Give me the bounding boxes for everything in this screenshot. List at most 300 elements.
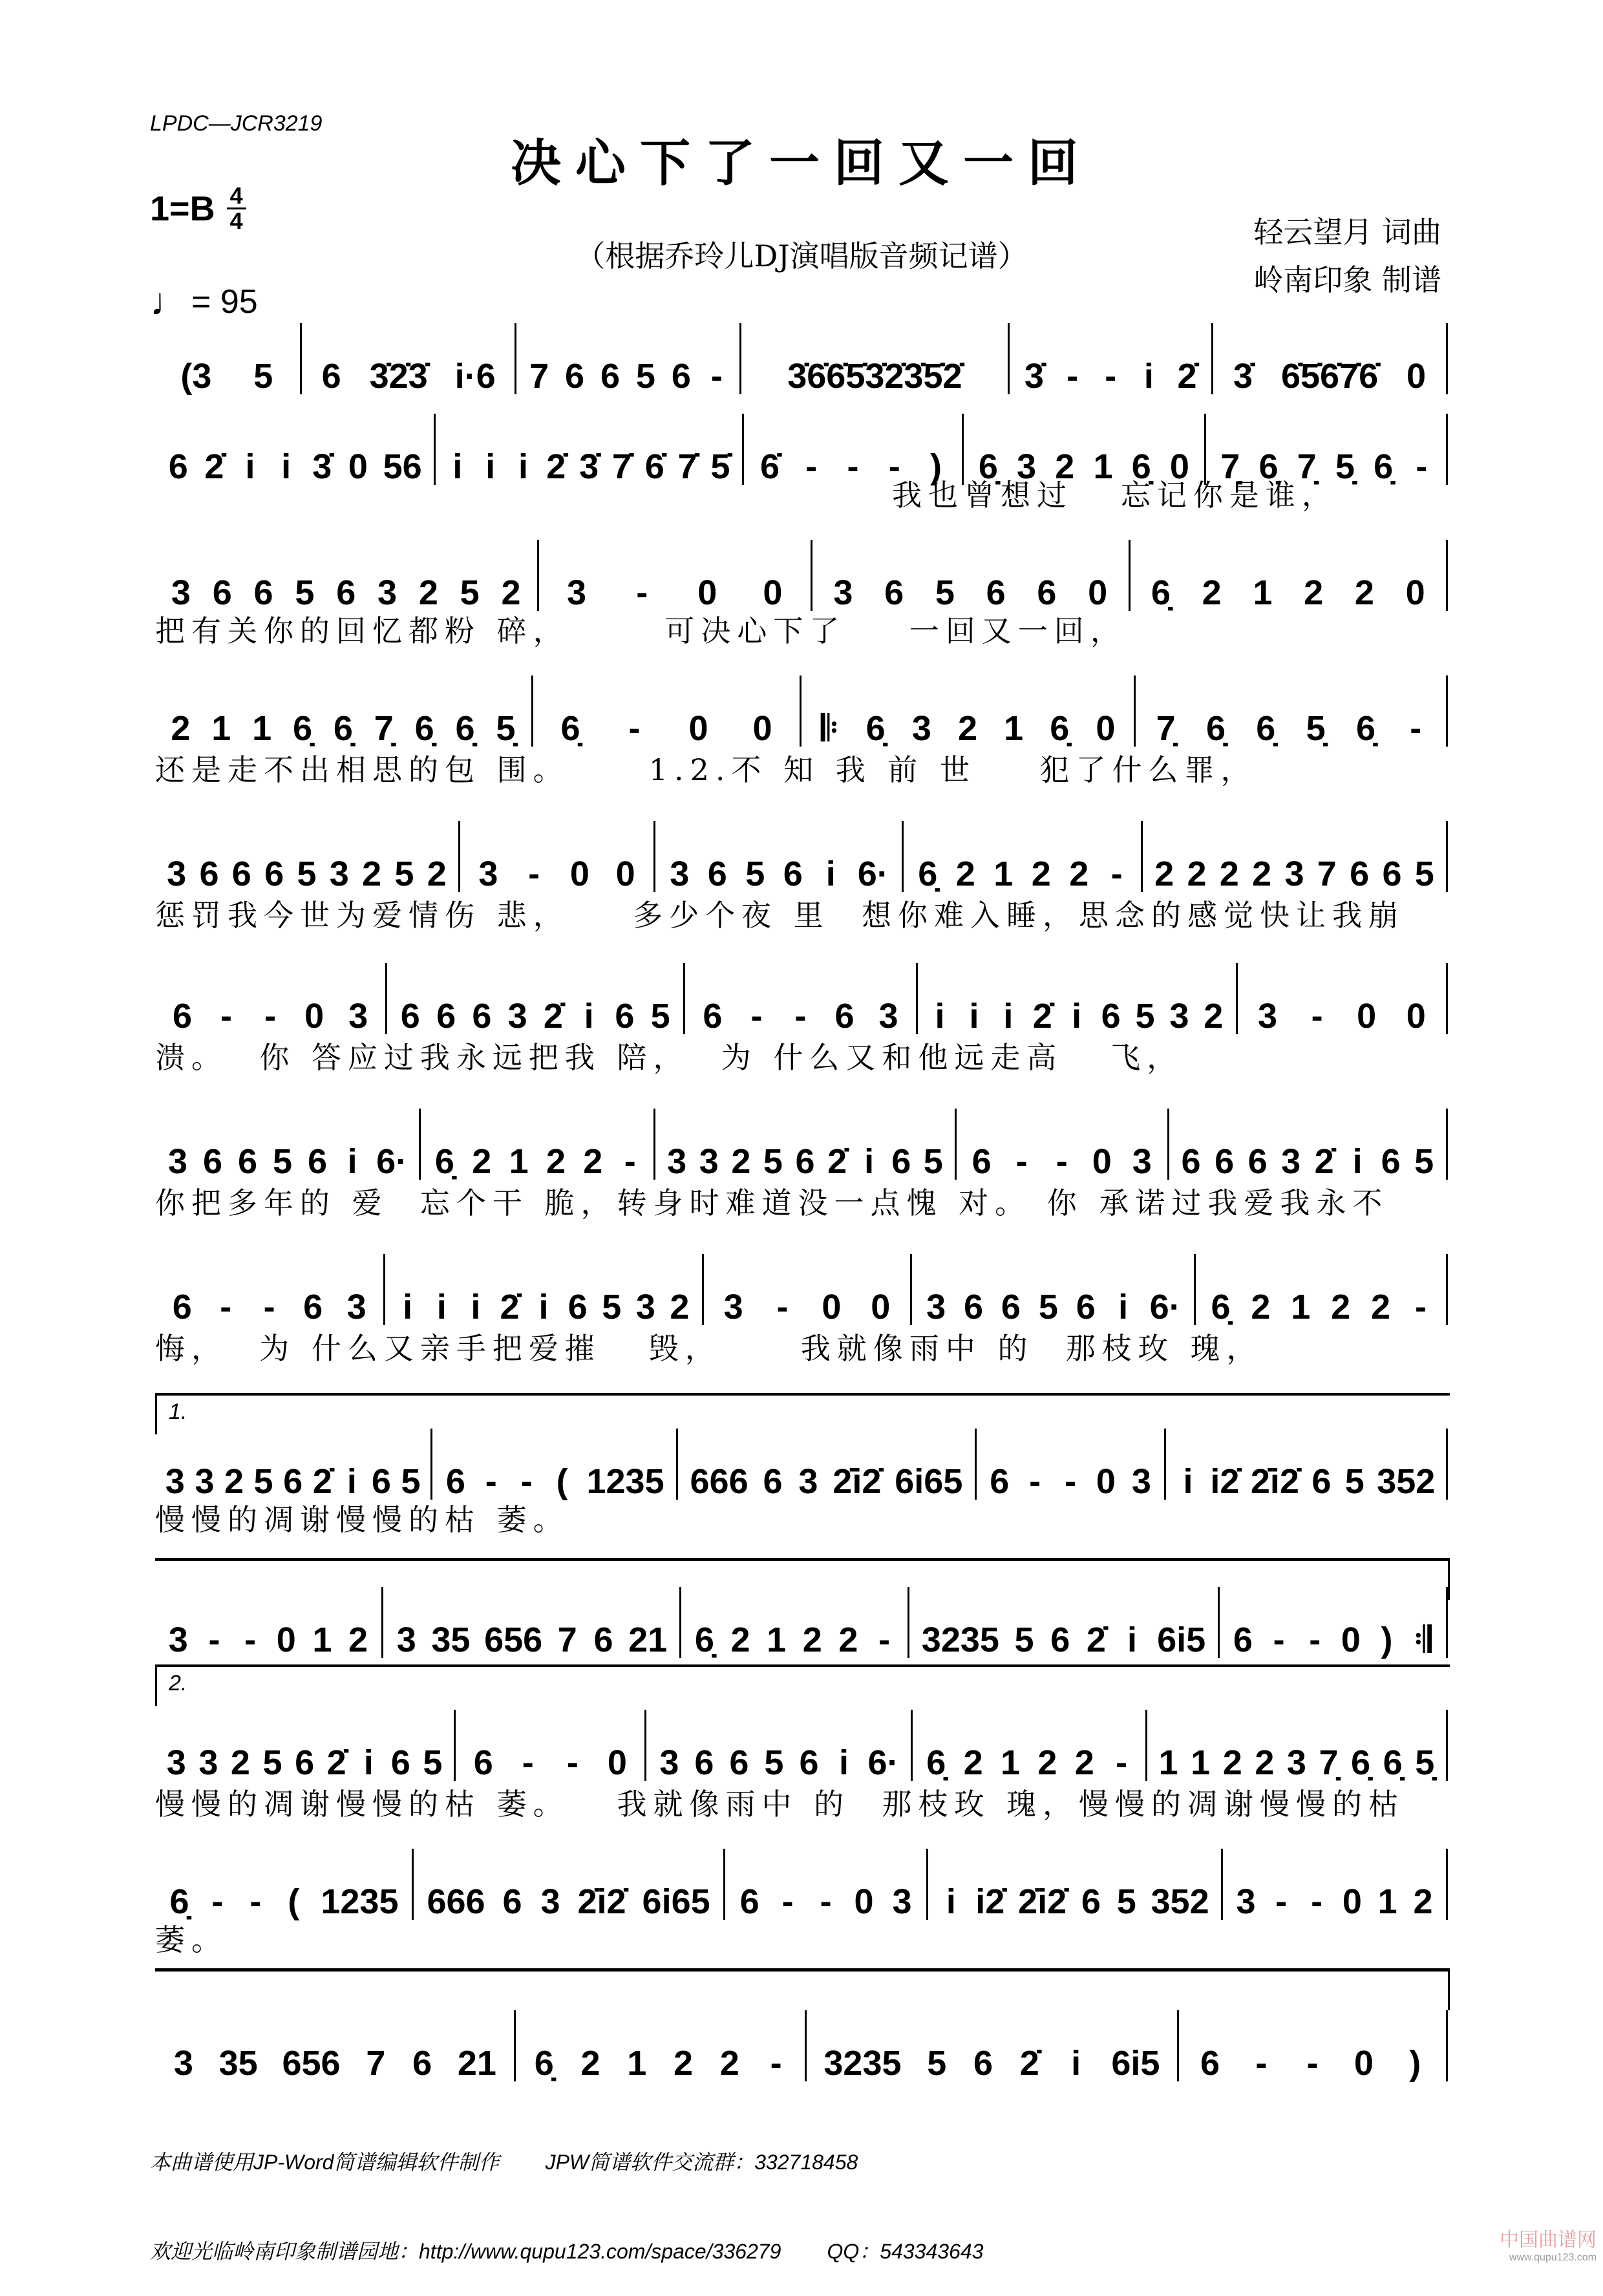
note: 6 (1076, 1288, 1096, 1326)
note: - (1273, 1621, 1285, 1659)
note: i (584, 997, 594, 1036)
note: 7 (366, 2044, 386, 2083)
lyrics-line: 我也曾想过 忘记你是谁， (892, 478, 1338, 513)
note: 2 (1074, 1743, 1094, 1782)
note: 2̇i2̇ (1250, 1462, 1299, 1501)
note: 6· (867, 1743, 899, 1782)
measure (1131, 575, 1447, 611)
score-row (155, 1109, 1448, 1180)
credits (1253, 208, 1441, 304)
note: 3 (165, 1462, 185, 1501)
note: 7 (1317, 855, 1337, 893)
note: 2 (1031, 855, 1051, 893)
note: - (628, 709, 641, 748)
note: 352 (1151, 1882, 1209, 1921)
note: - (1416, 447, 1428, 486)
note: 3 (911, 709, 931, 748)
note: i (471, 1288, 481, 1326)
note: 1 (1158, 1743, 1178, 1782)
volta-end-bracket (155, 1968, 1450, 2010)
note: 2 (546, 1142, 566, 1181)
bar-line (1446, 1254, 1448, 1325)
note: 0 (697, 573, 717, 612)
note: i (403, 1288, 413, 1326)
note: 6 (172, 1288, 192, 1326)
note: 6 (834, 997, 855, 1036)
note: 7̇ (677, 447, 697, 486)
note: 1 (1377, 1882, 1397, 1921)
note: 2 (348, 1621, 368, 1659)
note: 6 (295, 1743, 315, 1782)
note: 2 (1255, 1743, 1275, 1782)
note: 0 (688, 709, 708, 748)
note: 5 (1414, 855, 1434, 893)
note: 3 (346, 1288, 366, 1326)
note: 6̣ (1050, 709, 1070, 748)
measure (436, 449, 741, 485)
note: 5 (927, 2044, 947, 2083)
note: - (1029, 1462, 1041, 1501)
note: 3 (329, 855, 349, 893)
note: 0 (1096, 709, 1116, 748)
note: 7̇ (611, 447, 632, 486)
note: 2 (1251, 1288, 1271, 1326)
measure (918, 998, 1236, 1034)
note: 5 (262, 1743, 282, 1782)
note: i (281, 447, 292, 486)
bar-line (1446, 2010, 1448, 2081)
note: ) (1381, 1621, 1393, 1659)
note: 5 (923, 1142, 943, 1181)
note: 6 (1050, 1621, 1070, 1659)
note: 1 (1004, 709, 1024, 748)
note: 𝄇 (1414, 1621, 1432, 1659)
tempo-value: = 95 (191, 282, 258, 321)
note: 1 (1291, 1288, 1311, 1326)
note: 3 (833, 573, 853, 612)
footer-line-1: 本曲谱使用JP-Word简谱编辑软件制作 JPW简谱软件交流群：332718458 (150, 2151, 858, 2174)
note: 3 (478, 855, 498, 893)
note: 7 (529, 357, 549, 396)
measure (812, 575, 1129, 611)
note: 5̣ (496, 709, 516, 748)
note: 3 (168, 1621, 188, 1659)
note: ( (556, 1462, 568, 1501)
bar-line (1446, 323, 1448, 394)
note: i (864, 1142, 875, 1181)
note: - (263, 1288, 275, 1326)
note: - (264, 997, 277, 1036)
note: i (245, 447, 255, 486)
note: 6̣ (1383, 1743, 1403, 1782)
bar-line (1446, 1849, 1448, 1920)
note: - (244, 1621, 257, 1659)
note: 2 (362, 855, 382, 893)
note: 1 (627, 2044, 647, 2083)
measure (155, 1463, 430, 1500)
measure (302, 358, 515, 394)
note: 6 (231, 855, 251, 893)
note: 6 (891, 1142, 911, 1181)
note: 35 (218, 2044, 258, 2083)
note: 0 (1096, 1462, 1116, 1501)
volta-bracket (155, 1664, 1450, 1706)
note: 2 (1222, 1743, 1242, 1782)
measure (155, 449, 434, 485)
note: 3 (1258, 997, 1278, 1036)
note: 2 (963, 1743, 983, 1782)
measure (155, 2045, 514, 2081)
measure (385, 1289, 701, 1325)
note: 6 (445, 1462, 465, 1501)
measure (155, 1622, 381, 1658)
note: 7̣ (374, 709, 394, 748)
note: 0 (1406, 997, 1426, 1036)
note: 6 (694, 1743, 714, 1782)
note: 2 (674, 2044, 694, 2083)
note: ) (930, 447, 942, 486)
note: 3 (1281, 1142, 1301, 1181)
lyrics-line: 萎。 (155, 1922, 228, 1957)
note: - (1105, 357, 1117, 396)
score-row (155, 821, 1448, 892)
note: 6̣ (1351, 1743, 1371, 1782)
note: 6 (884, 573, 904, 612)
measure (957, 1143, 1167, 1180)
measure (460, 856, 653, 892)
note: 6̣ (434, 1142, 454, 1181)
note: 3 (567, 573, 587, 612)
note: 0 (1407, 357, 1427, 396)
transcriber: 岭南印象 制谱 (1253, 262, 1441, 297)
note: 6 (371, 1462, 391, 1501)
measure (1238, 998, 1446, 1034)
note: 3 (167, 1142, 188, 1181)
note: - (1116, 1743, 1128, 1782)
note: 6 (199, 855, 219, 893)
note: 6̣ (1355, 709, 1375, 748)
note: 6 (763, 1462, 783, 1501)
note: 5 (394, 855, 414, 893)
note: 35 (431, 1621, 471, 1659)
measure (977, 1463, 1164, 1500)
note: 2 (580, 2044, 600, 2083)
note: 6 (671, 357, 691, 396)
note: 5 (253, 357, 273, 396)
watermark-url: www.qupu123.com (1509, 2252, 1597, 2263)
note: 0 (822, 1288, 842, 1326)
note: 21 (628, 1621, 668, 1659)
measure (539, 575, 811, 611)
note: i (1003, 997, 1014, 1036)
measure (1166, 1463, 1446, 1500)
note: i (347, 1142, 357, 1181)
measure (1143, 856, 1446, 892)
note: 5 (1038, 1288, 1058, 1326)
footer-line-2: 欢迎光临岭南印象制谱园地：http://www.qupu123.com/space/336279 QQ：543343643 (150, 2240, 984, 2263)
note: 1 (509, 1142, 529, 1181)
note: 6̣ (293, 709, 313, 748)
measure (414, 1884, 723, 1920)
note: 5 (295, 573, 315, 612)
note: 5 (745, 855, 765, 893)
score-row (155, 540, 1448, 611)
measure (655, 1143, 954, 1180)
note: - (776, 1288, 789, 1326)
note: 2 (472, 1142, 492, 1181)
lyricist-composer: 轻云望月 词曲 (1253, 215, 1441, 250)
note: 6i5 (1157, 1621, 1206, 1659)
measure (155, 710, 531, 747)
note: 3 (878, 997, 898, 1036)
note: 1 (211, 709, 231, 748)
note: 6i5 (1111, 2044, 1160, 2083)
subtitle: （根据乔玲儿DJ演唱版音频记谱） (575, 239, 1028, 273)
note: 656 (484, 1621, 543, 1659)
note: 6 (795, 1142, 815, 1181)
key-signature (150, 184, 246, 233)
note: 0 (1169, 447, 1189, 486)
note: 0 (348, 447, 368, 486)
note: 5̣ (1415, 1743, 1435, 1782)
note: 2 (1252, 855, 1272, 893)
note: 6· (1149, 1288, 1181, 1326)
note: - (1110, 855, 1123, 893)
note: 6 (1181, 1142, 1201, 1181)
note: 0 (615, 855, 635, 893)
note: 2 (1371, 1288, 1391, 1326)
note: 6 (1350, 855, 1370, 893)
lyrics-line: 还是走不出相思的包 围。 1.2.不 知 我 前 世 犯了什么罪， (155, 752, 1257, 787)
note: 1 (1191, 1743, 1211, 1782)
measure (904, 856, 1141, 892)
lyrics-line: 慢慢的凋谢慢慢的枯 萎。 我就像雨中 的 那枝玫 瑰，慢慢的凋谢慢慢的枯 (155, 1787, 1405, 1822)
note: 6 (964, 1288, 984, 1326)
note: 6 (212, 573, 232, 612)
note: 1235 (321, 1882, 399, 1921)
note: 0 (763, 573, 783, 612)
measure (456, 1745, 644, 1781)
measure (1196, 1289, 1446, 1325)
note: 0 (1341, 1621, 1361, 1659)
note: 6̣ (926, 1743, 946, 1782)
note: 3 (699, 1142, 719, 1181)
note: - (1056, 1142, 1068, 1181)
score-row (155, 1254, 1448, 1325)
note: 6̇ (644, 447, 664, 486)
measure (1220, 1622, 1446, 1658)
note: 6 (390, 1743, 410, 1782)
note: 3̇ (1233, 357, 1253, 396)
note: 2 (1304, 573, 1324, 612)
measure (533, 710, 800, 747)
note: 5 (602, 1288, 622, 1326)
note: 3 (198, 1743, 218, 1782)
note: 7 (557, 1621, 577, 1659)
note: - (566, 1743, 579, 1782)
score-row (155, 1429, 1448, 1500)
note: 0 (871, 1288, 891, 1326)
note: i (538, 1288, 549, 1326)
note: 2̇ (1314, 1142, 1334, 1181)
note: 3 (1236, 1882, 1256, 1921)
note: 1 (312, 1621, 332, 1659)
lyrics-line: 溃。 你 答应过我永远把我 陪， 为 什么又和他远走高 飞， (155, 1040, 1184, 1075)
note: 6 (202, 1142, 223, 1181)
note: 5 (1116, 1882, 1136, 1921)
measure (432, 1463, 676, 1500)
note: 6 (1215, 1142, 1235, 1181)
bar-line (1446, 675, 1448, 747)
note: 6 (783, 855, 803, 893)
measure (1136, 710, 1446, 747)
note: 1235 (586, 1462, 664, 1501)
note: 6 (1382, 855, 1402, 893)
measure (685, 998, 915, 1034)
note: 2̇ (1177, 357, 1197, 396)
note: 2̇ (1032, 997, 1052, 1036)
note: 6 (1233, 1621, 1253, 1659)
note: (3 (180, 357, 212, 396)
note: 5̇ (710, 447, 730, 486)
note: 3̇2̇3̇ (369, 357, 428, 396)
note: i (825, 855, 836, 893)
note: 7̣ (1297, 447, 1317, 486)
note: 5̣ (1335, 447, 1355, 486)
note: - (1275, 1882, 1288, 1921)
note: 0 (1354, 2044, 1374, 2083)
note: 6 (799, 1743, 819, 1782)
note: 3 (635, 1288, 655, 1326)
measure (741, 358, 1008, 394)
note: - (636, 573, 648, 612)
note: 6̣ (694, 1621, 714, 1659)
note: 6 (707, 855, 727, 893)
note: 2 (501, 573, 521, 612)
note: 3 (348, 997, 368, 1036)
note: 6̣ (534, 2044, 554, 2083)
note: 6 (1200, 2044, 1220, 2083)
note: 352 (1377, 1462, 1436, 1501)
note: 6 (264, 855, 284, 893)
note: i (1352, 1142, 1363, 1181)
note: 666 (690, 1462, 748, 1501)
score-row (155, 1710, 1448, 1781)
note: 6 (168, 447, 188, 486)
note: 21 (457, 2044, 496, 2083)
song-title: 决心下了一回又一回 (510, 134, 1092, 193)
note: 2 (171, 709, 191, 748)
note: i (1071, 2044, 1081, 2083)
note: 6 (1001, 1288, 1021, 1326)
note: - (249, 1882, 262, 1921)
note: 6 (238, 1142, 258, 1181)
note: i (452, 447, 463, 486)
note: 6 (971, 1142, 992, 1181)
note: 6 (1037, 573, 1057, 612)
note: 3 (507, 997, 527, 1036)
note: - (781, 1882, 794, 1921)
note: - (1311, 1882, 1323, 1921)
note: 6 (472, 997, 492, 1036)
measure (516, 2045, 805, 2081)
note: 5 (253, 1462, 273, 1501)
note: 2 (224, 1462, 244, 1501)
note: 2 (1413, 1882, 1433, 1921)
note: 5 (1135, 997, 1155, 1036)
note: 6̣ (1256, 709, 1276, 748)
note: i2̇ (1210, 1462, 1240, 1501)
measure (1169, 1143, 1446, 1180)
note: 6 (253, 573, 273, 612)
note: i (935, 997, 945, 1036)
measure (155, 998, 385, 1034)
note: 3 (798, 1462, 818, 1501)
lyrics-line: 惩罚我今世为爱情伤 悲， 多少个夜 里 想你难入睡，思念的感觉快让我崩 (155, 898, 1405, 933)
bar-line (1446, 1710, 1448, 1781)
bar-line (1446, 1109, 1448, 1180)
note: 0 (276, 1621, 296, 1659)
note: 5 (297, 855, 317, 893)
note: - (1414, 1288, 1427, 1326)
measure (1223, 1884, 1446, 1920)
note: 6· (857, 855, 889, 893)
note: - (211, 1882, 224, 1921)
note: 2 (1037, 1743, 1057, 1782)
note: 5 (635, 357, 655, 396)
measure (681, 1622, 908, 1658)
measure (912, 1289, 1193, 1325)
note: 5 (460, 573, 480, 612)
note: 1 (1093, 447, 1113, 486)
lyrics-line: 把有关你的回忆都粉 碎， 可决心下了 一回又一回， (155, 613, 1127, 648)
note: 6̣ (918, 855, 938, 893)
bar-line (1446, 540, 1448, 611)
note: - (1255, 2044, 1268, 2083)
note: 6 (1081, 1882, 1101, 1921)
note: 7̣ (1220, 447, 1240, 486)
measure (155, 1745, 454, 1781)
note: 6 (1101, 997, 1121, 1036)
note: 2 (719, 2044, 739, 2083)
note: 0 (1342, 1882, 1362, 1921)
measure (155, 856, 458, 892)
note: 3 (377, 573, 398, 612)
lyrics-line: 悔， 为 什么又亲手把爱摧 毁， 我就像雨中 的 那枝玫 瑰， (155, 1331, 1263, 1366)
note: - (820, 1882, 832, 1921)
note: 5 (1414, 1142, 1434, 1181)
volta-end-bracket (155, 1558, 1450, 1600)
note: 6̣ (1374, 447, 1394, 486)
note: 6̣ (560, 709, 580, 748)
note: ) (1409, 2044, 1421, 2083)
measure (655, 856, 902, 892)
note: 1 (767, 1621, 787, 1659)
note: - (1410, 709, 1422, 748)
volta-label: 2. (169, 1671, 187, 1695)
measure (1179, 2045, 1446, 2081)
note: i2̇ (975, 1882, 1005, 1921)
note: 6̇ (759, 447, 780, 486)
measure (802, 710, 1134, 747)
note: i (363, 1743, 374, 1782)
note: 5 (763, 1142, 783, 1181)
note: ( (288, 1882, 300, 1921)
note: - (710, 357, 723, 396)
note: 2 (1069, 855, 1089, 893)
note: 2̇ (827, 1142, 847, 1181)
note: 2 (1202, 573, 1222, 612)
